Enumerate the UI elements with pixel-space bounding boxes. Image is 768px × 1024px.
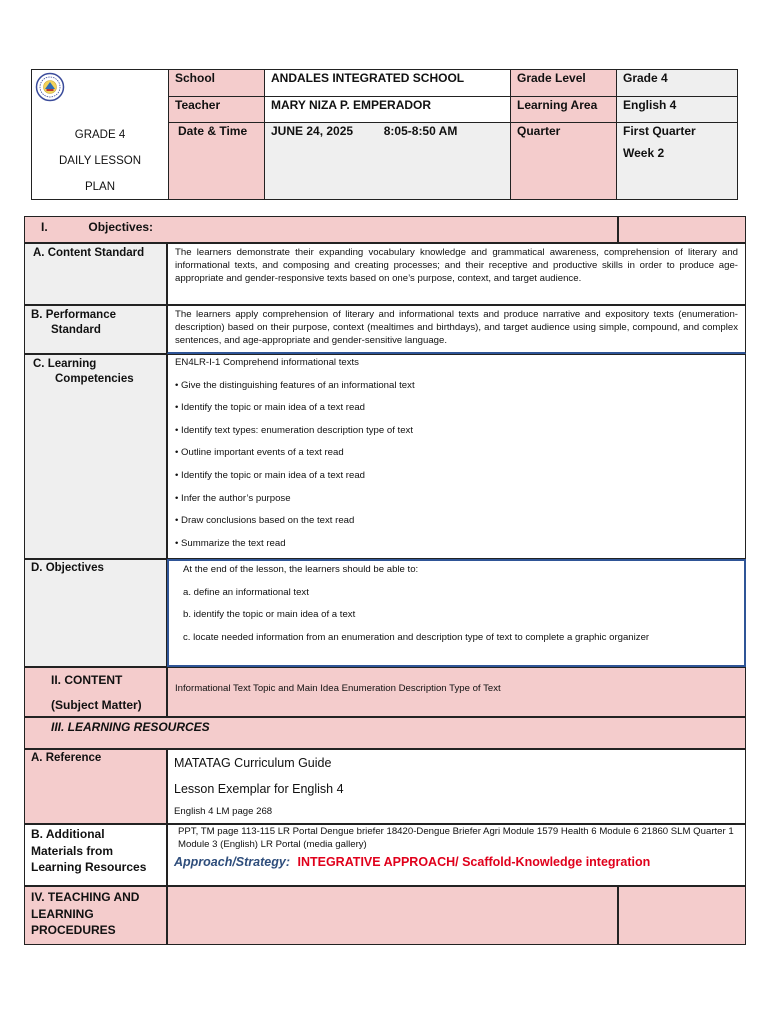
- grade-line-3: PLAN: [84, 181, 116, 193]
- competency-item: • Identify text types: enumeration description type of text: [175, 424, 413, 436]
- reference-line-2: Lesson Exemplar for English 4: [174, 782, 344, 796]
- additional-label-2: Materials from: [31, 843, 114, 858]
- objectives-heading-extra: [618, 216, 746, 243]
- date-time-value: [265, 123, 511, 199]
- reference-line-3: English 4 LM page 268: [174, 806, 273, 817]
- content-standard-row: [24, 243, 746, 305]
- learning-competencies-value: [167, 354, 746, 559]
- additional-materials-value: [167, 824, 746, 886]
- d-objectives-label: D. Objectives: [24, 559, 167, 667]
- performance-standard-label-1: B. Performance: [31, 309, 117, 321]
- date-time-label: Date & Time: [169, 123, 265, 199]
- quarter-label: Quarter: [511, 123, 617, 199]
- additional-label-3: Learning Resources: [31, 860, 147, 874]
- procedures-cell-extra: [618, 886, 746, 945]
- lesson-plan-table: [24, 216, 746, 945]
- procedures-cell-main: [167, 886, 618, 945]
- learning-competencies-row: [24, 354, 746, 559]
- logo-cell: [32, 70, 169, 199]
- deped-seal-icon: [35, 72, 65, 102]
- d-objectives-row: [24, 559, 746, 667]
- date-value: JUNE 24, 2025: [271, 124, 354, 138]
- objectives-heading-num: I.: [41, 220, 48, 234]
- teacher-value: MARY NIZA P. EMPERADOR: [265, 97, 511, 123]
- approach-label: Approach/Strategy:: [174, 855, 290, 869]
- objectives-heading-text: Objectives:: [88, 220, 154, 234]
- reference-line-1: MATATAG Curriculum Guide: [174, 756, 332, 770]
- grade-title: [32, 122, 168, 200]
- grade-level-label: Grade Level: [511, 70, 617, 97]
- learning-competencies-label: [24, 354, 167, 559]
- performance-standard-value: The learners apply comprehension of literary and informational texts and produce narrative and expository texts (enumeration-description) based on their purpose, context (mealtimes and birthdays), and target audience using simple, compound, and complex sentences, and age-appropriate and gender-sensitive language.: [167, 305, 746, 354]
- content-standard-label: A. Content Standard: [24, 243, 167, 305]
- competency-item: • Identify the topic or main idea of a text read: [175, 469, 366, 481]
- reference-row: [24, 749, 746, 824]
- competency-item: • Summarize the text read: [175, 537, 286, 549]
- content-value: Informational Text Topic and Main Idea Enumeration Description Type of Text: [167, 667, 746, 717]
- objectives-heading: [24, 216, 618, 243]
- procedures-label-3: PROCEDURES: [31, 923, 116, 937]
- additional-materials-label: [24, 824, 167, 886]
- additional-text: PPT, TM page 113-115 LR Portal Dengue briefer 18420-Dengue Briefer Agri Module 1579 Health 6 Module 6 21860 SLM Quarter 1 Module 3 (English) LR Portal (media gallery): [178, 826, 734, 850]
- competency-item: • Outline important events of a text read: [175, 447, 344, 459]
- procedures-row: [24, 886, 746, 945]
- header-table: [31, 69, 738, 200]
- reference-value: [167, 749, 746, 824]
- reference-label: A. Reference: [24, 749, 167, 824]
- d-objective-item: b. identify the topic or main idea of a text: [183, 609, 356, 621]
- content-label-1: II. CONTENT: [51, 673, 123, 687]
- d-objective-intro: At the end of the lesson, the learners should be able to:: [183, 564, 419, 575]
- performance-standard-label-2: Standard: [51, 324, 101, 336]
- teacher-label: Teacher: [169, 97, 265, 123]
- competency-item: • Give the distinguishing features of an informational text: [175, 379, 415, 391]
- school-value: ANDALES INTEGRATED SCHOOL: [265, 70, 511, 97]
- learning-competencies-label-2: Competencies: [55, 373, 134, 385]
- performance-standard-row: [24, 305, 746, 354]
- content-row: [24, 667, 746, 717]
- d-objective-item: c. locate needed information from an enumeration and description type of text to complete a graphic organizer: [183, 631, 650, 643]
- grade-level-value: Grade 4: [617, 70, 737, 97]
- learning-resources-heading-row: [24, 717, 746, 749]
- procedures-label-2: LEARNING: [31, 906, 94, 921]
- content-label: [24, 667, 167, 717]
- learning-competencies-label-1: C. Learning: [33, 358, 97, 370]
- procedures-label: [24, 886, 167, 945]
- content-standard-value: The learners demonstrate their expanding vocabulary knowledge and grammatical awareness, comprehension of literary and informational texts, and composing and creating processes; and their receptive and productive skills in order to produce age-appropriate and gender-responsive texts based on one’s purpose, context, and target audience.: [167, 243, 746, 305]
- approach-value: INTEGRATIVE APPROACH/ Scaffold-Knowledge integration: [297, 855, 651, 869]
- school-label: School: [169, 70, 265, 97]
- learning-resources-heading: III. LEARNING RESOURCES: [51, 720, 210, 734]
- learning-area-label: Learning Area: [511, 97, 617, 123]
- grade-line-2: DAILY LESSON: [58, 155, 142, 167]
- competency-item: • Draw conclusions based on the text read: [175, 515, 355, 527]
- approach-line: [174, 856, 739, 869]
- additional-materials-row: [24, 824, 746, 886]
- procedures-label-1: IV. TEACHING AND: [31, 890, 140, 904]
- week-text: Week 2: [623, 146, 665, 160]
- content-label-2: (Subject Matter): [51, 698, 142, 712]
- learning-area-value: English 4: [617, 97, 737, 123]
- d-objectives-value: [167, 559, 746, 667]
- competency-item: • Identify the topic or main idea of a text read: [175, 402, 366, 414]
- quarter-text: First Quarter: [623, 124, 696, 138]
- performance-standard-label: [24, 305, 167, 354]
- competency-item: EN4LR-I-1 Comprehend informational texts: [175, 357, 359, 368]
- d-objective-item: a. define an informational text: [183, 586, 309, 598]
- time-value: 8:05-8:50 AM: [383, 124, 458, 138]
- objectives-heading-row: [24, 216, 746, 243]
- competency-item: • Infer the author’s purpose: [175, 492, 291, 504]
- quarter-value: [617, 123, 737, 199]
- additional-label-1: B. Additional: [31, 827, 105, 841]
- grade-line-1: GRADE 4: [74, 129, 126, 141]
